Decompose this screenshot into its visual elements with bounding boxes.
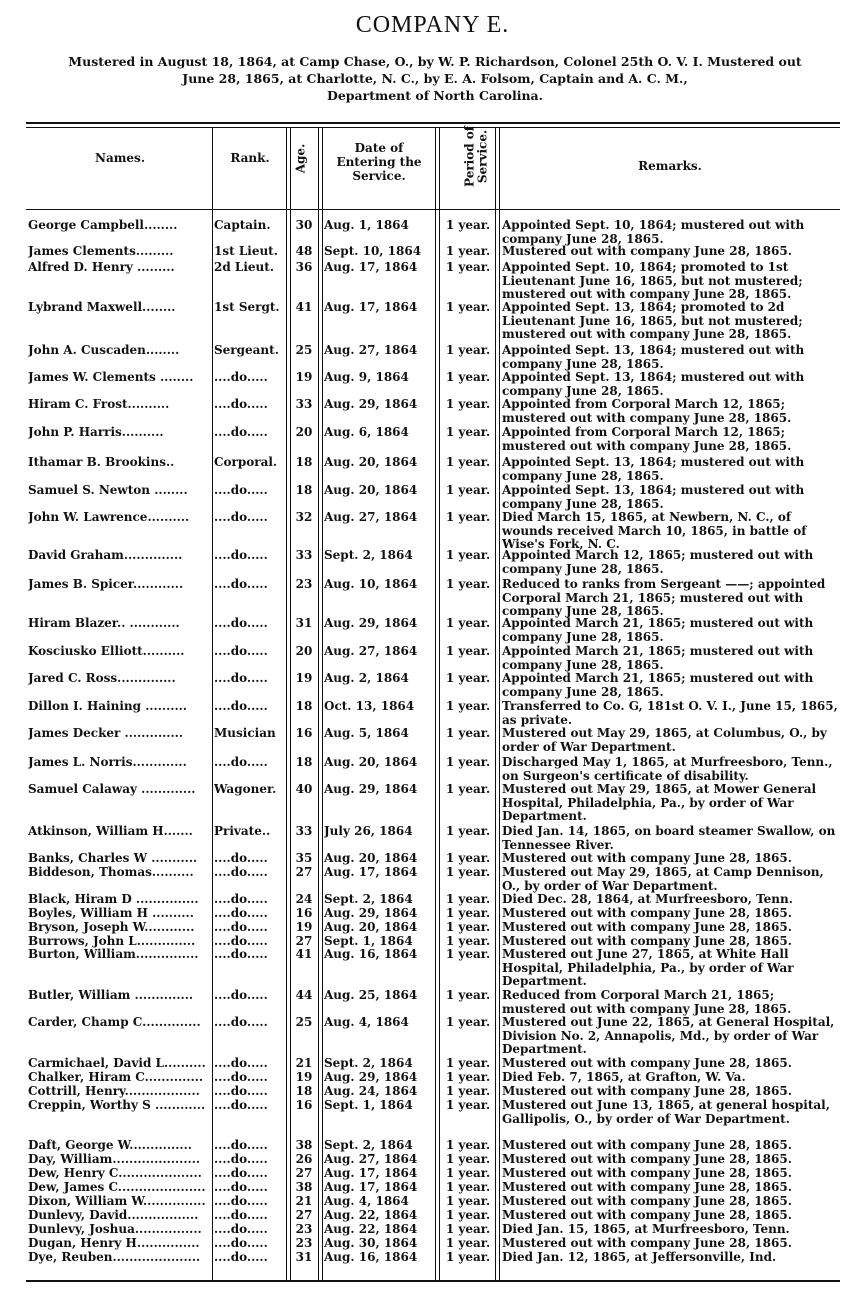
header-bottom-rule — [26, 209, 840, 210]
row-date: Sept. 1, 1864 — [324, 1099, 413, 1112]
row-date: Aug. 4, 1864 — [324, 1016, 409, 1029]
row-rank: ....do..... — [214, 1223, 268, 1236]
header-period-line-1: Period of — [462, 126, 477, 187]
row-date: Sept. 2, 1864 — [324, 549, 413, 562]
row-remarks: Mustered out with company June 28, 1865. — [502, 1167, 792, 1180]
row-date: Aug. 1, 1864 — [324, 219, 409, 232]
row-period: 1 year. — [445, 261, 491, 274]
row-period: 1 year. — [445, 700, 491, 713]
row-remarks: Mustered out with company June 28, 1865. — [502, 1237, 792, 1250]
row-age: 23 — [295, 1237, 313, 1250]
row-date: Aug. 27, 1864 — [324, 511, 418, 524]
row-date: Aug. 16, 1864 — [324, 1251, 418, 1264]
row-name: Carder, Champ C.............. — [28, 1016, 201, 1029]
row-period: 1 year. — [445, 893, 491, 906]
row-rank: ....do..... — [214, 645, 268, 658]
row-period: 1 year. — [445, 989, 491, 1002]
row-name: Samuel Calaway ............. — [28, 783, 196, 796]
row-rank: ....do..... — [214, 511, 268, 524]
row-rank: ....do..... — [214, 1195, 268, 1208]
row-period: 1 year. — [445, 1195, 491, 1208]
row-name: Samuel S. Newton ........ — [28, 484, 188, 497]
header-remarks: Remarks. — [638, 159, 702, 173]
subtitle-line-2: June 28, 1865, at Charlotte, N. C., by E. A. Folsom, Captain and A. C. M., — [182, 71, 688, 86]
row-date: Aug. 30, 1864 — [324, 1237, 418, 1250]
row-name: James B. Spicer............ — [28, 578, 184, 591]
row-remarks: Mustered out May 29, 1865, at Mower General Hospital, Philadelphia, Pa., by order of War Department. — [502, 783, 817, 823]
row-rank: ....do..... — [214, 371, 268, 384]
row-remarks: Appointed Sept. 13, 1864; mustered out with company June 28, 1865. — [502, 484, 805, 511]
header-date-line-1: Date of — [354, 141, 404, 155]
row-age: 16 — [295, 907, 313, 920]
row-name: Lybrand Maxwell........ — [28, 301, 176, 314]
row-name: Banks, Charles W ........... — [28, 852, 198, 865]
row-age: 20 — [295, 426, 313, 439]
row-age: 18 — [295, 456, 313, 469]
header-rank: Rank. — [230, 151, 270, 165]
row-date: Aug. 22, 1864 — [324, 1209, 418, 1222]
row-name: Day, William..................... — [28, 1153, 201, 1166]
row-rank: ....do..... — [214, 1167, 268, 1180]
row-period: 1 year. — [445, 549, 491, 562]
row-date: Sept. 10, 1864 — [324, 245, 422, 258]
row-name: Dixon, William W............... — [28, 1195, 206, 1208]
row-age: 33 — [295, 825, 313, 838]
row-period: 1 year. — [445, 456, 491, 469]
row-remarks: Appointed March 21, 1865; mustered out with company June 28, 1865. — [502, 617, 814, 644]
row-age: 27 — [295, 935, 313, 948]
row-name: Butler, William .............. — [28, 989, 194, 1002]
row-rank: 1st Lieut. — [214, 245, 278, 258]
row-date: Aug. 22, 1864 — [324, 1223, 418, 1236]
row-date: Aug. 20, 1864 — [324, 484, 418, 497]
row-period: 1 year. — [445, 921, 491, 934]
row-period: 1 year. — [445, 935, 491, 948]
row-period: 1 year. — [445, 672, 491, 685]
row-rank: ....do..... — [214, 672, 268, 685]
row-period: 1 year. — [445, 1167, 491, 1180]
row-remarks: Died Jan. 15, 1865, at Murfreesboro, Tenn. — [502, 1223, 790, 1236]
row-age: 31 — [295, 617, 313, 630]
row-name: Jared C. Ross.............. — [28, 672, 176, 685]
row-remarks: Died Jan. 12, 1865, at Jeffersonville, Ind. — [502, 1251, 777, 1264]
row-age: 25 — [295, 1016, 313, 1029]
row-period: 1 year. — [445, 219, 491, 232]
row-rank: ....do..... — [214, 852, 268, 865]
row-period: 1 year. — [445, 1085, 491, 1098]
row-period: 1 year. — [445, 645, 491, 658]
row-remarks: Mustered out with company June 28, 1865. — [502, 245, 792, 258]
row-name: Black, Hiram D ............... — [28, 893, 199, 906]
header-date-line-3: Service. — [352, 169, 406, 183]
row-remarks: Mustered out with company June 28, 1865. — [502, 1181, 792, 1194]
row-remarks: Appointed Sept. 13, 1864; promoted to 2d Lieutenant June 16, 1865, but not mustered; mustered out with company June 28, 1865. — [502, 301, 803, 341]
row-name: Cottrill, Henry.................. — [28, 1085, 200, 1098]
row-date: Aug. 10, 1864 — [324, 578, 418, 591]
row-remarks: Appointed from Corporal March 12, 1865; mustered out with company June 28, 1865. — [502, 426, 792, 453]
row-age: 25 — [295, 344, 313, 357]
row-name: James Clements......... — [28, 245, 174, 258]
row-period: 1 year. — [445, 783, 491, 796]
row-rank: ....do..... — [214, 921, 268, 934]
col-divider-age — [318, 128, 323, 1280]
row-date: Sept. 1, 1864 — [324, 935, 413, 948]
row-date: Aug. 29, 1864 — [324, 617, 418, 630]
row-rank: ....do..... — [214, 426, 268, 439]
row-remarks: Mustered out with company June 28, 1865. — [502, 1057, 792, 1070]
row-date: Aug. 17, 1864 — [324, 1181, 418, 1194]
row-period: 1 year. — [445, 727, 491, 740]
row-date: Aug. 16, 1864 — [324, 948, 418, 961]
row-date: Sept. 2, 1864 — [324, 1139, 413, 1152]
row-age: 23 — [295, 1223, 313, 1236]
row-rank: ....do..... — [214, 1237, 268, 1250]
row-rank: ....do..... — [214, 484, 268, 497]
row-period: 1 year. — [445, 245, 491, 258]
row-remarks: Mustered out with company June 28, 1865. — [502, 1153, 792, 1166]
row-period: 1 year. — [445, 1071, 491, 1084]
row-date: Aug. 5, 1864 — [324, 727, 409, 740]
row-date: Aug. 27, 1864 — [324, 1153, 418, 1166]
row-remarks: Mustered out with company June 28, 1865. — [502, 907, 792, 920]
row-period: 1 year. — [445, 344, 491, 357]
row-name: John W. Lawrence.......... — [28, 511, 190, 524]
row-age: 18 — [295, 700, 313, 713]
row-rank: ....do..... — [214, 1139, 268, 1152]
row-name: Creppin, Worthy S ............ — [28, 1099, 206, 1112]
row-name: Daft, George W............... — [28, 1139, 192, 1152]
row-remarks: Died Dec. 28, 1864, at Murfreesboro, Tenn. — [502, 893, 793, 906]
row-age: 19 — [295, 1071, 313, 1084]
row-period: 1 year. — [445, 511, 491, 524]
row-name: Hiram C. Frost.......... — [28, 398, 170, 411]
row-remarks: Died Feb. 7, 1865, at Grafton, W. Va. — [502, 1071, 746, 1084]
row-rank: ....do..... — [214, 756, 268, 769]
row-rank: 2d Lieut. — [214, 261, 274, 274]
row-name: Dunlevy, David................. — [28, 1209, 199, 1222]
row-age: 18 — [295, 756, 313, 769]
row-period: 1 year. — [445, 1057, 491, 1070]
row-remarks: Appointed Sept. 10, 1864; mustered out with company June 28, 1865. — [502, 219, 805, 246]
row-age: 23 — [295, 578, 313, 591]
row-period: 1 year. — [445, 756, 491, 769]
row-rank: ....do..... — [214, 700, 268, 713]
row-remarks: Discharged May 1, 1865, at Murfreesboro, Tenn., on Surgeon's certificate of disability. — [502, 756, 833, 783]
row-rank: ....do..... — [214, 617, 268, 630]
row-date: Aug. 29, 1864 — [324, 783, 418, 796]
subtitle-line-1: Mustered in August 18, 1864, at Camp Chase, O., by W. P. Richardson, Colonel 25th O. V. I. Mustered out — [68, 54, 802, 69]
row-name: David Graham.............. — [28, 549, 183, 562]
row-period: 1 year. — [445, 1099, 491, 1112]
row-period: 1 year. — [445, 371, 491, 384]
row-name: Alfred D. Henry ......... — [28, 261, 175, 274]
col-divider-names — [212, 128, 213, 1280]
row-age: 33 — [295, 398, 313, 411]
row-remarks: Mustered out with company June 28, 1865. — [502, 921, 792, 934]
row-name: George Campbell........ — [28, 219, 178, 232]
row-name: James Decker .............. — [28, 727, 184, 740]
header-age: Age. — [293, 143, 308, 174]
row-remarks: Mustered out June 13, 1865, at general hospital, Gallipolis, O., by order of War Department. — [502, 1099, 830, 1126]
row-period: 1 year. — [445, 948, 491, 961]
row-remarks: Mustered out June 22, 1865, at General Hospital, Division No. 2, Annapolis, Md., by order of War Department. — [502, 1016, 835, 1056]
row-rank: ....do..... — [214, 1057, 268, 1070]
row-date: Aug. 9, 1864 — [324, 371, 409, 384]
row-rank: Sergeant. — [214, 344, 279, 357]
row-date: Aug. 4, 1864 — [324, 1195, 409, 1208]
row-date: Oct. 13, 1864 — [324, 700, 415, 713]
row-name: Hiram Blazer.. ............ — [28, 617, 180, 630]
row-remarks: Mustered out with company June 28, 1865. — [502, 1209, 792, 1222]
row-age: 21 — [295, 1195, 313, 1208]
row-age: 35 — [295, 852, 313, 865]
row-rank: ....do..... — [214, 1071, 268, 1084]
row-age: 41 — [295, 948, 313, 961]
row-age: 27 — [295, 1167, 313, 1180]
row-rank: Musician — [214, 727, 276, 740]
row-age: 19 — [295, 672, 313, 685]
row-age: 26 — [295, 1153, 313, 1166]
row-name: Bryson, Joseph W............ — [28, 921, 195, 934]
row-period: 1 year. — [445, 426, 491, 439]
row-date: Aug. 20, 1864 — [324, 456, 418, 469]
row-date: Sept. 2, 1864 — [324, 1057, 413, 1070]
row-remarks: Appointed Sept. 13, 1864; mustered out with company June 28, 1865. — [502, 344, 805, 371]
row-period: 1 year. — [445, 1153, 491, 1166]
row-date: Aug. 27, 1864 — [324, 645, 418, 658]
row-age: 18 — [295, 1085, 313, 1098]
row-period: 1 year. — [445, 1237, 491, 1250]
row-name: Dunlevy, Joshua................ — [28, 1223, 202, 1236]
row-date: Aug. 29, 1864 — [324, 1071, 418, 1084]
row-date: Aug. 2, 1864 — [324, 672, 409, 685]
row-name: Burton, William............... — [28, 948, 199, 961]
row-date: Aug. 20, 1864 — [324, 921, 418, 934]
row-remarks: Mustered out May 29, 1865, at Camp Dennison, O., by order of War Department. — [502, 866, 824, 893]
row-age: 38 — [295, 1181, 313, 1194]
row-name: Burrows, John L.............. — [28, 935, 196, 948]
row-name: Biddeson, Thomas.......... — [28, 866, 194, 879]
row-rank: ....do..... — [214, 1099, 268, 1112]
row-name: Dew, Henry C.................... — [28, 1167, 202, 1180]
row-age: 27 — [295, 1209, 313, 1222]
row-date: Aug. 17, 1864 — [324, 301, 418, 314]
row-name: James L. Norris............. — [28, 756, 187, 769]
page-title: COMPANY E. — [355, 12, 510, 38]
row-age: 21 — [295, 1057, 313, 1070]
row-period: 1 year. — [445, 1139, 491, 1152]
row-age: 48 — [295, 245, 313, 258]
row-rank: ....do..... — [214, 935, 268, 948]
row-age: 30 — [295, 219, 313, 232]
row-name: Carmichael, David L.......... — [28, 1057, 206, 1070]
row-age: 24 — [295, 893, 313, 906]
row-age: 41 — [295, 301, 313, 314]
row-date: Aug. 29, 1864 — [324, 907, 418, 920]
row-age: 19 — [295, 371, 313, 384]
row-date: Aug. 17, 1864 — [324, 866, 418, 879]
table-bottom-rule — [26, 1280, 840, 1282]
row-age: 44 — [295, 989, 313, 1002]
row-remarks: Mustered out with company June 28, 1865. — [502, 935, 792, 948]
row-name: Kosciusko Elliott.......... — [28, 645, 185, 658]
row-name: Atkinson, William H....... — [28, 825, 193, 838]
row-age: 20 — [295, 645, 313, 658]
row-remarks: Mustered out with company June 28, 1865. — [502, 852, 792, 865]
row-age: 18 — [295, 484, 313, 497]
row-rank: ....do..... — [214, 549, 268, 562]
table-top-rule-1 — [26, 122, 840, 124]
row-date: Aug. 6, 1864 — [324, 426, 409, 439]
row-name: Dye, Reuben..................... — [28, 1251, 201, 1264]
row-rank: ....do..... — [214, 866, 268, 879]
row-rank: ....do..... — [214, 1251, 268, 1264]
row-date: Aug. 24, 1864 — [324, 1085, 418, 1098]
row-remarks: Died March 15, 1865, at Newbern, N. C., of wounds received March 10, 1865, in battle of Wise's Fork, N. C. — [502, 511, 807, 551]
row-age: 33 — [295, 549, 313, 562]
header-date-line-2: Entering the — [336, 155, 422, 169]
row-rank: ....do..... — [214, 578, 268, 591]
row-date: Aug. 20, 1864 — [324, 852, 418, 865]
row-period: 1 year. — [445, 301, 491, 314]
row-rank: 1st Sergt. — [214, 301, 280, 314]
row-date: Sept. 2, 1864 — [324, 893, 413, 906]
row-age: 31 — [295, 1251, 313, 1264]
row-period: 1 year. — [445, 398, 491, 411]
row-age: 19 — [295, 921, 313, 934]
row-remarks: Mustered out with company June 28, 1865. — [502, 1139, 792, 1152]
row-name: John A. Cuscaden........ — [28, 344, 180, 357]
row-remarks: Mustered out with company June 28, 1865. — [502, 1195, 792, 1208]
row-period: 1 year. — [445, 825, 491, 838]
table-top-rule-2 — [26, 127, 840, 128]
row-rank: Wagoner. — [214, 783, 277, 796]
row-remarks: Mustered out June 27, 1865, at White Hall Hospital, Philadelphia, Pa., by order of War Department. — [502, 948, 794, 988]
row-remarks: Reduced to ranks from Sergeant ——; appointed Corporal March 21, 1865; mustered out with company June 28, 1865. — [502, 578, 826, 618]
row-remarks: Appointed March 12, 1865; mustered out with company June 28, 1865. — [502, 549, 814, 576]
row-date: July 26, 1864 — [324, 825, 413, 838]
row-remarks: Appointed Sept. 13, 1864; mustered out with company June 28, 1865. — [502, 456, 805, 483]
row-age: 16 — [295, 1099, 313, 1112]
row-date: Aug. 17, 1864 — [324, 261, 418, 274]
row-date: Aug. 29, 1864 — [324, 398, 418, 411]
row-name: James W. Clements ........ — [28, 371, 194, 384]
row-age: 38 — [295, 1139, 313, 1152]
row-age: 16 — [295, 727, 313, 740]
row-rank: Corporal. — [214, 456, 278, 469]
row-name: Chalker, Hiram C.............. — [28, 1071, 204, 1084]
row-name: Dew, James C..................... — [28, 1181, 206, 1194]
row-remarks: Reduced from Corporal March 21, 1865; mustered out with company June 28, 1865. — [502, 989, 792, 1016]
row-remarks: Appointed Sept. 13, 1864; mustered out with company June 28, 1865. — [502, 371, 805, 398]
row-rank: ....do..... — [214, 1016, 268, 1029]
row-remarks: Appointed March 21, 1865; mustered out with company June 28, 1865. — [502, 672, 814, 699]
row-rank: ....do..... — [214, 398, 268, 411]
row-period: 1 year. — [445, 1223, 491, 1236]
row-remarks: Appointed Sept. 10, 1864; promoted to 1st Lieutenant June 16, 1865, but not mustered; mustered out with company June 28, 1865. — [502, 261, 803, 301]
row-period: 1 year. — [445, 907, 491, 920]
row-period: 1 year. — [445, 852, 491, 865]
row-period: 1 year. — [445, 1016, 491, 1029]
row-rank: ....do..... — [214, 1085, 268, 1098]
row-remarks: Mustered out with company June 28, 1865. — [502, 1085, 792, 1098]
row-period: 1 year. — [445, 578, 491, 591]
row-age: 27 — [295, 866, 313, 879]
row-rank: ....do..... — [214, 1181, 268, 1194]
row-date: Aug. 20, 1864 — [324, 756, 418, 769]
row-name: Dillon I. Haining .......... — [28, 700, 187, 713]
row-remarks: Appointed March 21, 1865; mustered out with company June 28, 1865. — [502, 645, 814, 672]
row-period: 1 year. — [445, 866, 491, 879]
row-age: 32 — [295, 511, 313, 524]
row-name: John P. Harris.......... — [28, 426, 164, 439]
row-rank: ....do..... — [214, 1153, 268, 1166]
row-period: 1 year. — [445, 1251, 491, 1264]
subtitle-line-3: Department of North Carolina. — [326, 88, 544, 103]
row-date: Aug. 17, 1864 — [324, 1167, 418, 1180]
row-name: Dugan, Henry H............... — [28, 1237, 200, 1250]
row-rank: Captain. — [214, 219, 271, 232]
row-rank: ....do..... — [214, 907, 268, 920]
row-name: Ithamar B. Brookins.. — [28, 456, 175, 469]
row-age: 36 — [295, 261, 313, 274]
row-rank: Private.. — [214, 825, 271, 838]
row-period: 1 year. — [445, 1209, 491, 1222]
row-remarks: Transferred to Co. G, 181st O. V. I., June 15, 1865, as private. — [502, 700, 838, 727]
row-date: Aug. 25, 1864 — [324, 989, 418, 1002]
row-rank: ....do..... — [214, 893, 268, 906]
row-rank: ....do..... — [214, 989, 268, 1002]
row-name: Boyles, William H .......... — [28, 907, 194, 920]
row-period: 1 year. — [445, 1181, 491, 1194]
row-age: 40 — [295, 783, 313, 796]
row-date: Aug. 27, 1864 — [324, 344, 418, 357]
row-period: 1 year. — [445, 617, 491, 630]
row-remarks: Appointed from Corporal March 12, 1865; mustered out with company June 28, 1865. — [502, 398, 792, 425]
row-rank: ....do..... — [214, 948, 268, 961]
row-remarks: Mustered out May 29, 1865, at Columbus, O., by order of War Department. — [502, 727, 827, 754]
row-remarks: Died Jan. 14, 1865, on board steamer Swallow, on Tennessee River. — [502, 825, 836, 852]
row-rank: ....do..... — [214, 1209, 268, 1222]
header-period-line-2: Service. — [475, 129, 490, 184]
header-names: Names. — [94, 151, 145, 165]
row-period: 1 year. — [445, 484, 491, 497]
